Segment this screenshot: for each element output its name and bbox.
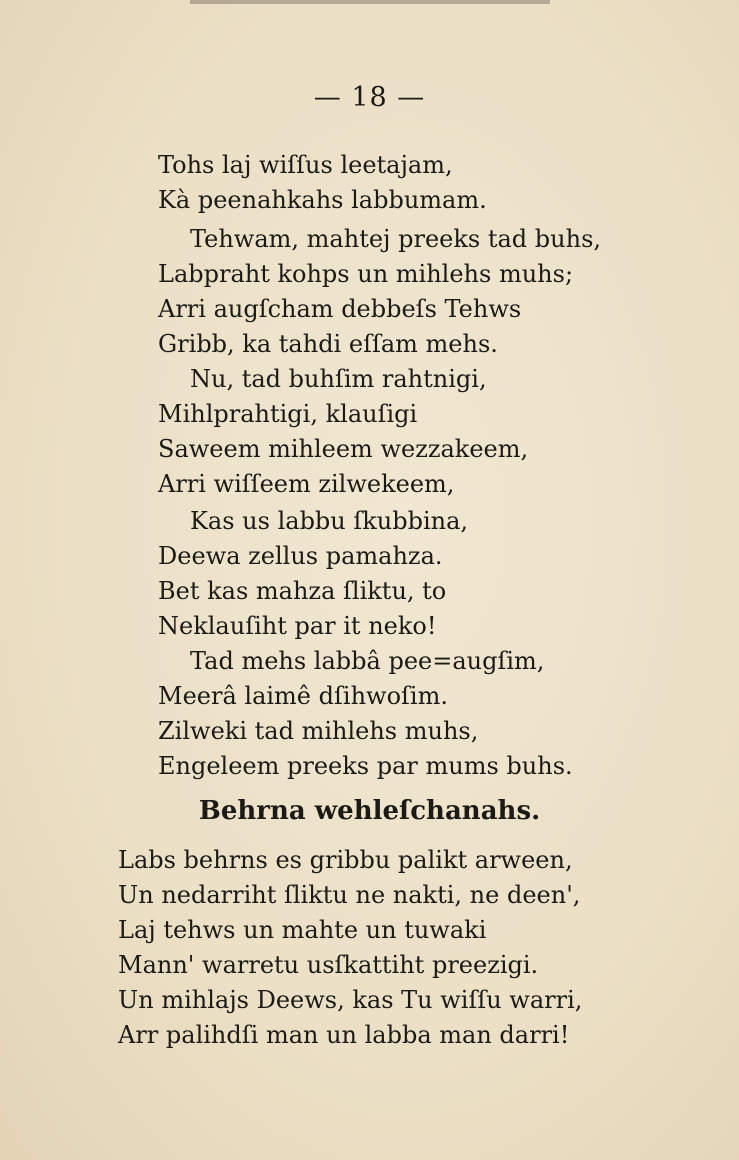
poem-line: Neklauſiht par it neko! [158, 612, 437, 640]
poem-line: Meerâ laimê dſihwoſim. [158, 682, 448, 710]
poem-line: Bet kas mahza ſliktu, to [158, 577, 447, 605]
poem-line: Kas us labbu ſkubbina, [190, 507, 469, 535]
top-edge-line [190, 0, 550, 4]
poem-line: Nu, tad buhſim rahtnigi, [190, 365, 487, 393]
poem-line: Mihlprahtigi, klauſigi [158, 400, 418, 428]
poem-line: Arri augſcham debbeſs Tehws [158, 295, 522, 323]
poem-line: Un mihlajs Deews, kas Tu wiſſu warri, [118, 986, 583, 1014]
poem-line: Arr palihdſi man un labba man darri! [118, 1021, 570, 1049]
poem-line: Labpraht kohps un mihlehs muhs; [158, 260, 574, 288]
poem-title: Behrna wehleſchanahs. [198, 796, 541, 826]
poem-line: Labs behrns es gribbu palikt arween, [118, 846, 573, 874]
poem-line: Tohs laj wiſſus leetajam, [158, 151, 453, 179]
poem-line: Gribb, ka tahdi eſſam mehs. [158, 330, 498, 358]
poem-line: Un nedarriht ſliktu ne nakti, ne deen', [118, 881, 581, 909]
poem-line: Mann' warretu usſkattiht preezigi. [118, 951, 539, 979]
poem-line: Saweem mihleem wezzakeem, [158, 435, 529, 463]
poem-line: Zilweki tad mihlehs muhs, [158, 717, 479, 745]
poem-line: Engeleem preeks par mums buhs. [158, 752, 573, 780]
poem-line: Kà peenahkahs labbumam. [158, 186, 487, 214]
poem-line: Tad mehs labbâ pee=augſim, [190, 647, 545, 675]
page-number: — 18 — [313, 82, 426, 113]
poem-line: Arri wiſſeem zilwekeem, [158, 470, 455, 498]
poem-line: Tehwam, mahtej preeks tad buhs, [190, 225, 602, 253]
poem-line: Laj tehws un mahte un tuwaki [118, 916, 487, 944]
poem-line: Deewa zellus pamahza. [158, 542, 443, 570]
